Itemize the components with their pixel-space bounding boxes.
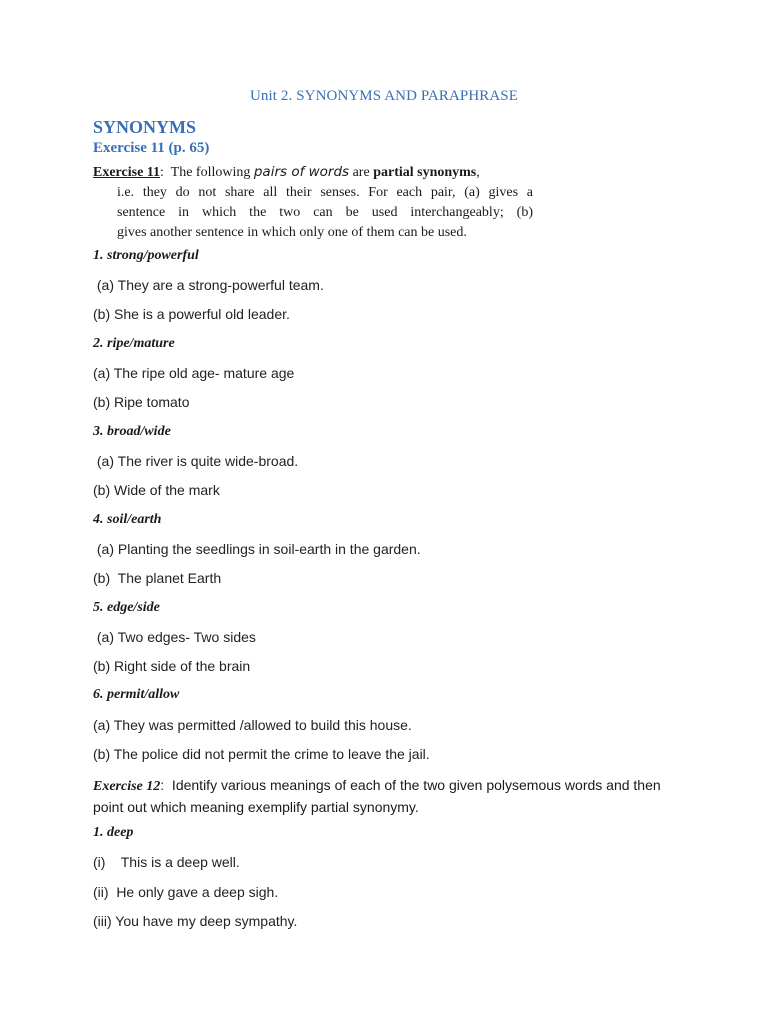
- partial-synonyms-phrase: partial synonyms: [373, 165, 477, 180]
- instructions-text: ,: [476, 165, 480, 180]
- section-heading: SYNONYMS: [93, 117, 197, 137]
- pair-sentence-a: (a) They was permitted /allowed to build this house.: [93, 717, 412, 733]
- meaning-item: (iii) You have my deep sympathy.: [93, 913, 298, 929]
- pair-sentence-b: (b) Right side of the brain: [93, 658, 251, 674]
- instructions-text: are: [349, 165, 374, 180]
- pair-sentence-b: (b) The police did not permit the crime to leave the jail.: [93, 746, 430, 762]
- exercise-12-text: : Identify various meanings of each of the two given polysemous words and then point out which meaning exemplify partial synonymy.: [93, 777, 665, 815]
- word-heading: 1. deep: [93, 825, 134, 840]
- instructions-line-1: [93, 162, 533, 183]
- exercise-12-instructions: [93, 775, 673, 819]
- pair-sentence-a: (a) Planting the seedlings in soil-earth in the garden.: [93, 541, 421, 557]
- meaning-item: (ii) He only gave a deep sigh.: [93, 884, 279, 900]
- pair-heading: 5. edge/side: [93, 600, 160, 615]
- unit-title: Unit 2. SYNONYMS AND PARAPHRASE: [249, 88, 519, 104]
- pair-sentence-b: (b) The planet Earth: [93, 570, 222, 586]
- exercise-reference: Exercise 11 (p. 65): [93, 140, 210, 156]
- pair-sentence-a: (a) They are a strong-powerful team.: [93, 277, 324, 293]
- pair-heading: 6. permit/allow: [93, 687, 180, 702]
- instructions-line-3: sentence in which the two can be used interchangeably; (b): [117, 205, 533, 220]
- instructions-line-4: gives another sentence in which only one of them can be used.: [117, 225, 467, 240]
- instructions-line-2: i.e. they do not share all their senses. For each pair, (a) gives a: [117, 185, 533, 200]
- pair-sentence-a: (a) The river is quite wide-broad.: [93, 453, 299, 469]
- pair-sentence-b: (b) Ripe tomato: [93, 394, 190, 410]
- pair-heading: 4. soil/earth: [93, 512, 162, 527]
- meaning-item: (i) This is a deep well.: [93, 854, 240, 870]
- pair-sentence-a: (a) Two edges- Two sides: [93, 629, 256, 645]
- instructions-text: : The following: [160, 165, 254, 180]
- exercise-11-instructions: [93, 162, 533, 243]
- pair-heading: 1. strong/powerful: [93, 248, 199, 263]
- exercise-12-label: Exercise 12: [93, 779, 161, 794]
- pair-sentence-b: (b) Wide of the mark: [93, 482, 220, 498]
- exercise-11-label: Exercise 11: [93, 165, 161, 180]
- pair-sentence-b: (b) She is a powerful old leader.: [93, 306, 290, 322]
- pair-heading: 2. ripe/mature: [93, 336, 175, 351]
- pair-heading: 3. broad/wide: [93, 424, 171, 439]
- pairs-of-words-phrase: pairs of words: [253, 164, 350, 180]
- pair-sentence-a: (a) The ripe old age- mature age: [93, 365, 295, 381]
